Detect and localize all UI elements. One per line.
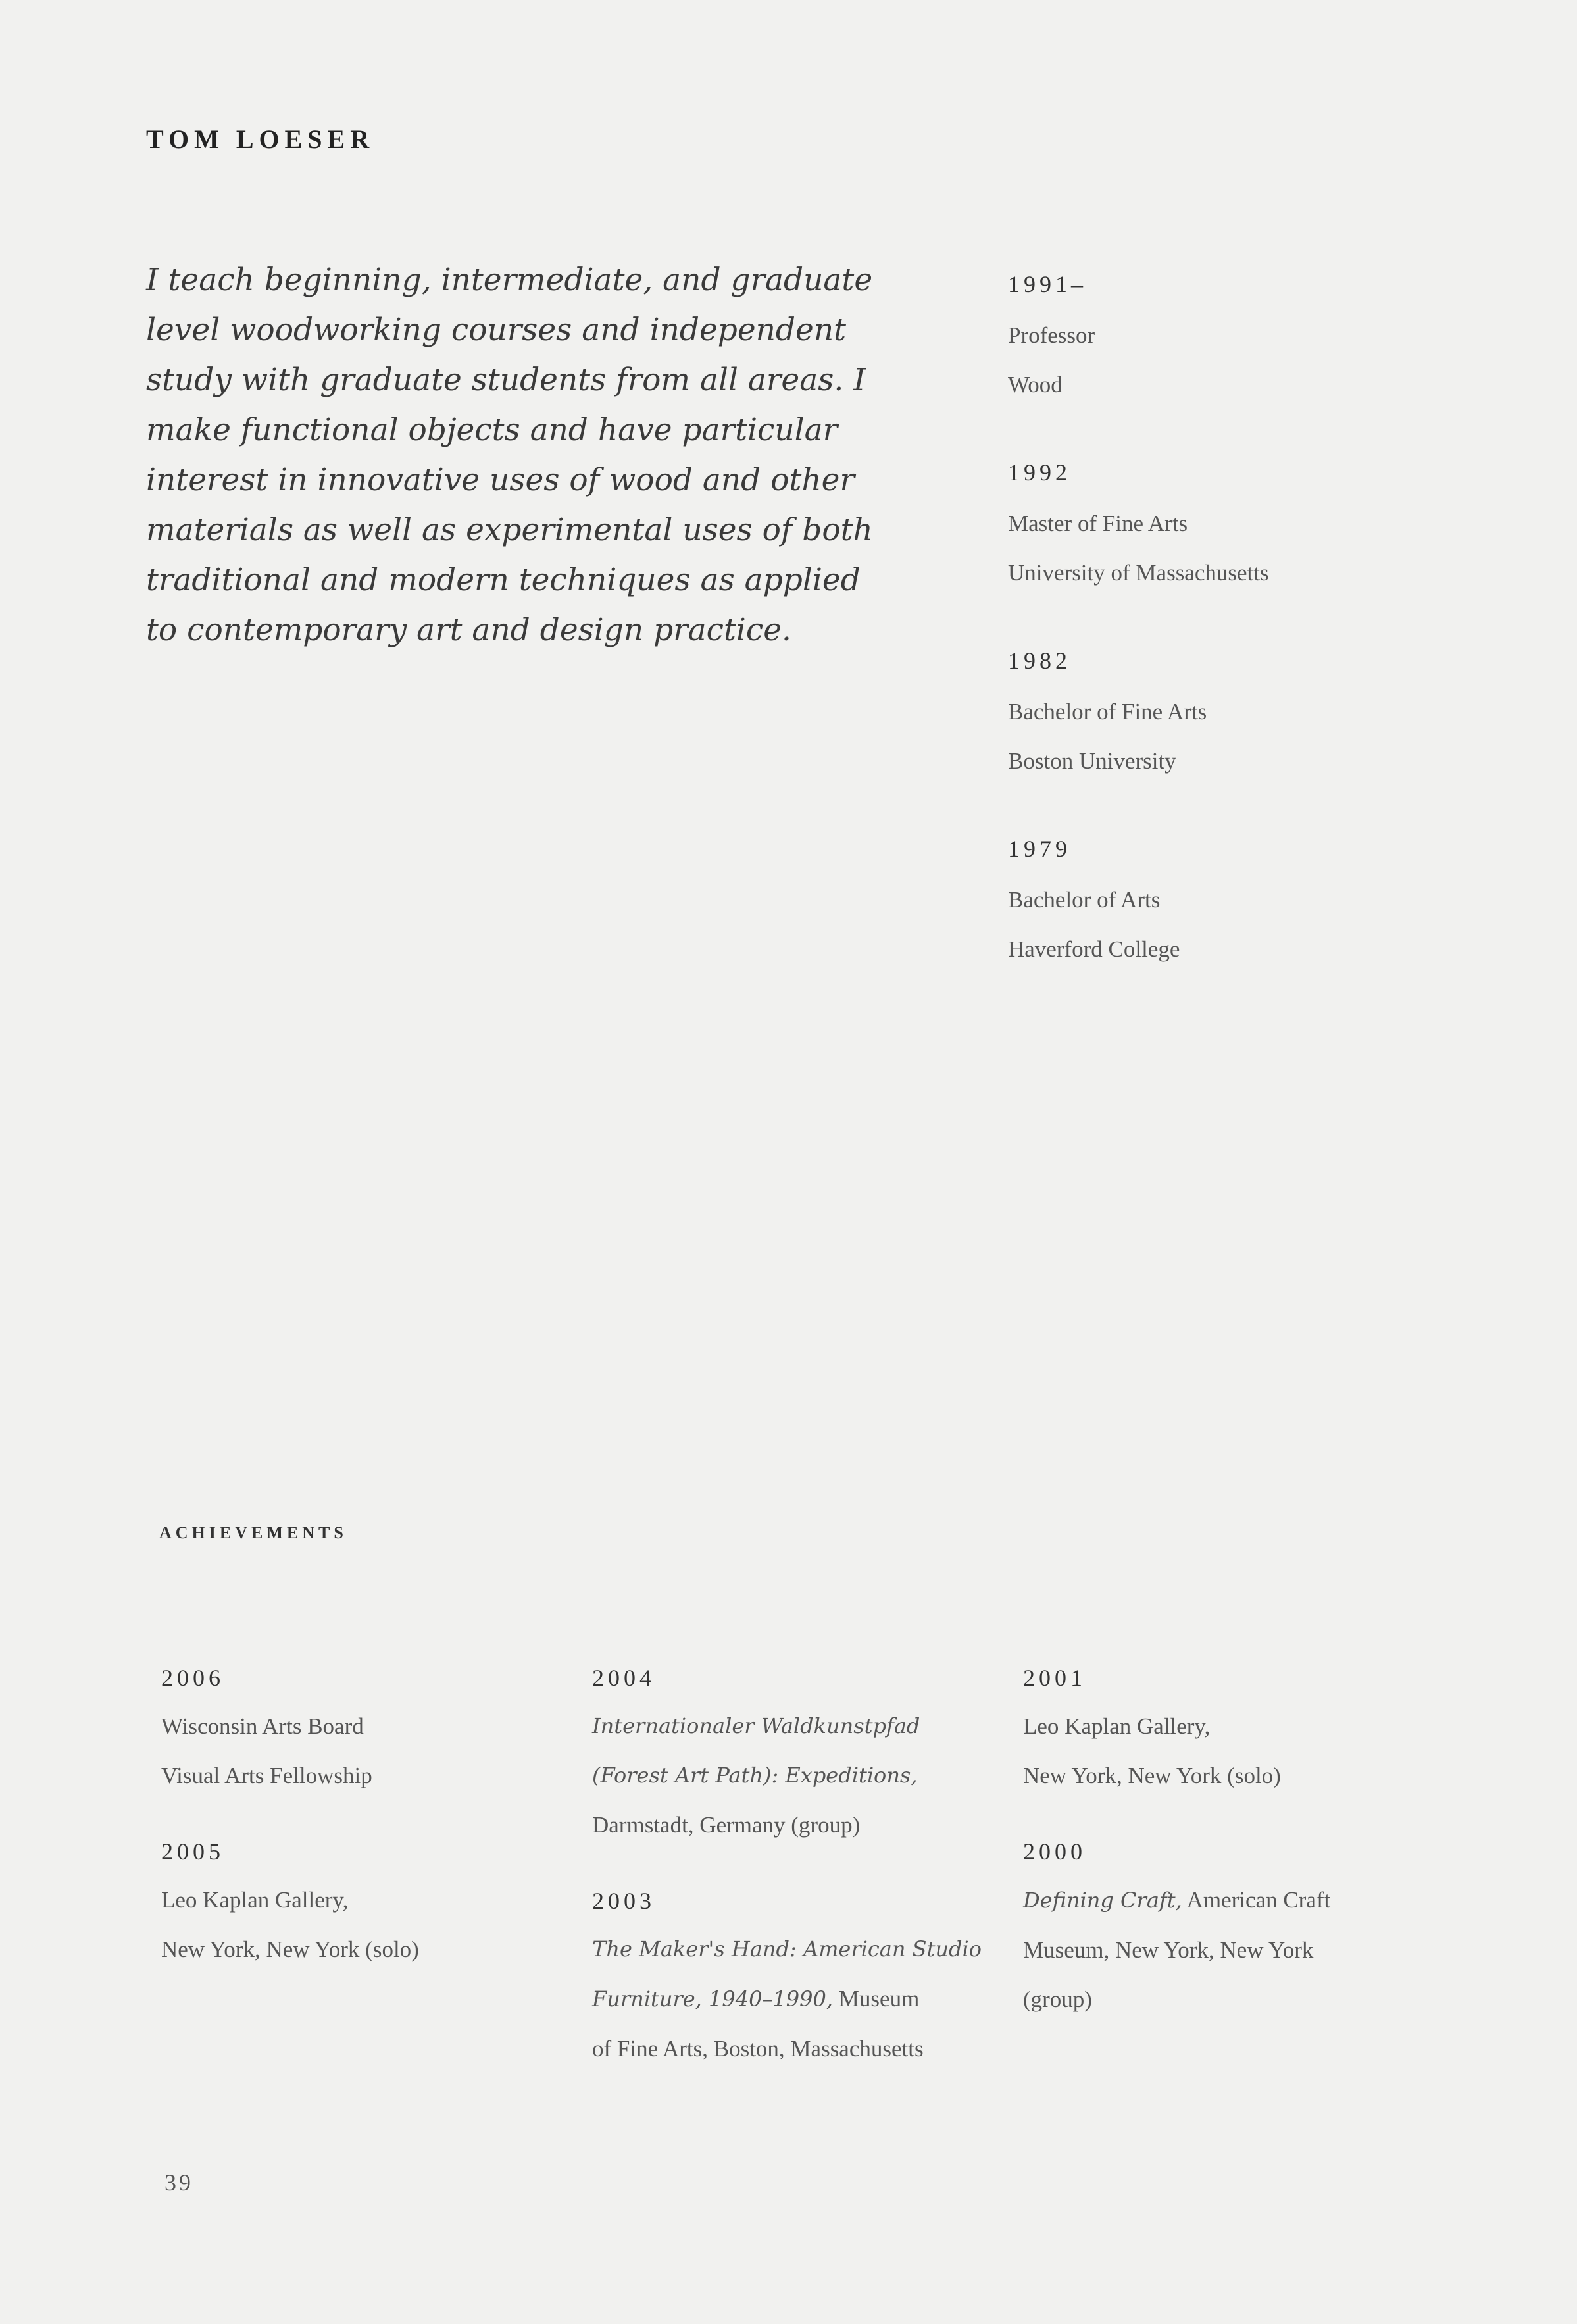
- education-institution: University of Massachusetts: [1008, 560, 1269, 586]
- education-year: 1992: [1008, 459, 1071, 486]
- education-entry: [1008, 458, 1455, 597]
- achievement-year: 2004: [592, 1665, 655, 1691]
- education-year: 1982: [1008, 647, 1071, 674]
- achievement-line: [592, 1974, 987, 2024]
- education-year: 1979: [1008, 836, 1071, 862]
- education-list: [1008, 270, 1455, 1023]
- achievement-line: Leo Kaplan Gallery,: [161, 1887, 349, 1913]
- achievement-line: New York, New York (solo): [1023, 1763, 1281, 1788]
- education-institution: Wood: [1008, 372, 1063, 397]
- page-number: 39: [164, 2169, 193, 2196]
- achievement-year: 2006: [161, 1665, 224, 1691]
- achievement-year: 2001: [1023, 1665, 1086, 1691]
- achievement-line: Darmstadt, Germany (group): [592, 1812, 861, 1838]
- achievement-title: The Maker's Hand: American Studio: [592, 1936, 982, 1961]
- achievement-title: Internationaler Waldkunstpfad: [592, 1713, 920, 1738]
- achievement-entry: [161, 1837, 556, 1974]
- education-title: Professor: [1008, 322, 1095, 348]
- education-title: Bachelor of Arts: [1008, 887, 1161, 913]
- teaching-statement: I teach beginning, intermediate, and graduate level woodworking courses and independent study with graduate students from all areas. I make functional objects and have particular interest in innovative uses of wood and other materials as well as experimental uses of both traditional and modern techniques as applied to contemporary art and design practice.: [146, 262, 873, 648]
- achievement-line: Museum, New York, New York: [1023, 1937, 1314, 1963]
- achievement-year: 2003: [592, 1888, 655, 1914]
- achievement-venue: Museum: [833, 1986, 920, 2011]
- education-entry: [1008, 270, 1455, 409]
- education-title: Master of Fine Arts: [1008, 511, 1188, 536]
- achievement-entry: [592, 1886, 987, 2073]
- education-institution: Haverford College: [1008, 936, 1180, 962]
- achievement-venue: American Craft: [1182, 1887, 1331, 1913]
- achievements-column-3: [1023, 1663, 1418, 2061]
- achievement-entry: [592, 1663, 987, 1850]
- achievement-line: (group): [1023, 1986, 1092, 2012]
- achievement-title: (Forest Art Path): Expeditions,: [592, 1763, 918, 1788]
- achievement-year: 2005: [161, 1838, 224, 1865]
- achievement-entry: [1023, 1663, 1418, 1800]
- achievement-line: of Fine Arts, Boston, Massachusetts: [592, 2036, 924, 2061]
- achievement-line: [1023, 1875, 1418, 1925]
- achievements-column-2: [592, 1663, 987, 2110]
- education-title: Bachelor of Fine Arts: [1008, 699, 1207, 724]
- achievement-line: Visual Arts Fellowship: [161, 1763, 372, 1788]
- achievement-year: 2000: [1023, 1838, 1086, 1865]
- achievement-entry: [1023, 1837, 1418, 2024]
- education-institution: Boston University: [1008, 748, 1176, 774]
- achievement-line: New York, New York (solo): [161, 1936, 419, 1962]
- achievement-entry: [161, 1663, 556, 1800]
- achievements-heading: ACHIEVEMENTS: [159, 1523, 347, 1542]
- achievement-title: Furniture, 1940–1990,: [592, 1986, 834, 2011]
- education-year: 1991–: [1008, 271, 1087, 297]
- education-entry: [1008, 834, 1455, 974]
- achievement-title: Defining Craft,: [1023, 1888, 1182, 1913]
- faculty-name: TOM LOESER: [146, 124, 375, 154]
- education-entry: [1008, 646, 1455, 786]
- achievements-column-1: [161, 1663, 556, 2011]
- achievement-line: Leo Kaplan Gallery,: [1023, 1713, 1211, 1739]
- achievement-line: Wisconsin Arts Board: [161, 1713, 364, 1739]
